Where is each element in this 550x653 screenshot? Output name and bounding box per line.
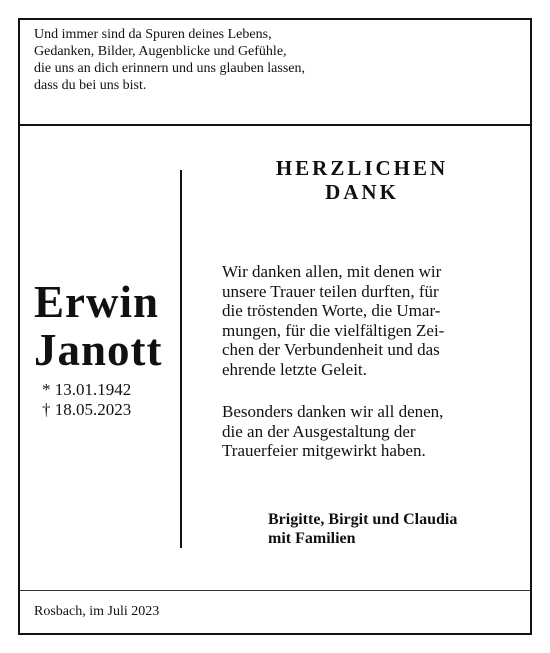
signature	[268, 510, 457, 548]
text-line: die tröstenden Worte, die Umar-	[222, 301, 441, 320]
vertical-divider	[180, 170, 182, 548]
death-date: † 18.05.2023	[42, 400, 132, 419]
life-dates	[42, 380, 131, 420]
text-line: ehrende letzte Geleit.	[222, 359, 367, 379]
text-line: unsere Trauer teilen durften, für	[222, 281, 439, 301]
text-line: Trauerfeier mitgewirkt haben.	[222, 441, 426, 460]
heading-line: DANK	[325, 180, 399, 204]
text-line: die an der Ausgestaltung der	[222, 421, 416, 441]
deceased-name	[34, 278, 163, 374]
first-name: Erwin	[34, 277, 160, 327]
motto-verse	[34, 26, 305, 94]
motto-line: Und immer sind da Spuren deines Lebens,	[34, 27, 272, 42]
birth-date: * 13.01.1942	[42, 380, 132, 399]
text-line: Besonders danken wir all denen,	[222, 402, 444, 421]
motto-line: die uns an dich erinnern und uns glauben lassen,	[34, 61, 305, 76]
thanks-paragraph-1	[222, 262, 444, 379]
motto-line: Gedanken, Bilder, Augenblicke und Gefühle,	[34, 44, 287, 59]
signature-family: mit Familien	[268, 530, 356, 547]
thanks-heading	[232, 156, 492, 204]
place-date: Rosbach, im Juli 2023	[34, 604, 160, 619]
text-line: mungen, für die vielfältigen Zei-	[222, 320, 445, 340]
thanks-paragraph-2	[222, 402, 443, 461]
motto-line: dass du bei uns bist.	[34, 78, 147, 93]
top-divider	[20, 124, 530, 126]
text-line: Wir danken allen, mit denen wir	[222, 262, 442, 281]
last-name: Janott	[34, 325, 163, 375]
text-line: chen der Verbundenheit und das	[222, 340, 440, 359]
bottom-divider	[20, 590, 530, 591]
heading-line: HERZLICHEN	[275, 156, 449, 180]
signature-names: Brigitte, Birgit und Claudia	[268, 511, 458, 528]
